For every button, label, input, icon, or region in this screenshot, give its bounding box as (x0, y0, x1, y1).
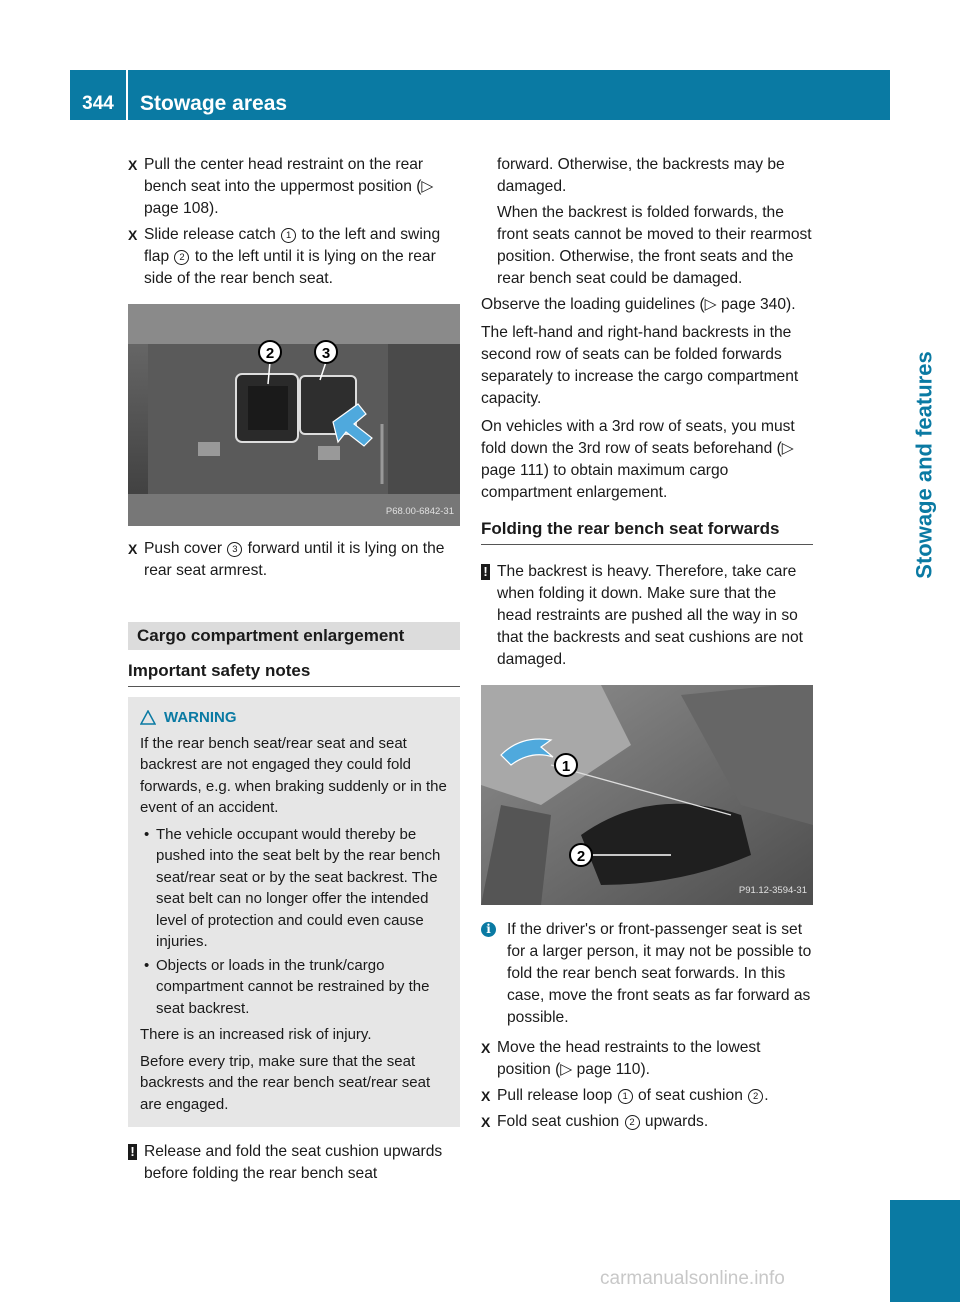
bullet-text: The vehicle occupant would thereby be pushed into the seat belt by the rear bench seat/rear seat or by the seat backrest. The seat belt can no longer offer the intended level of protection and could even cause injuries. (156, 825, 441, 950)
info-note (481, 919, 813, 1029)
notice-text: The backrest is heavy. Therefore, take care when folding it down. Make sure that the head restraints are pushed all the way in so that the backrests and seat cushions are not damaged. (497, 563, 803, 668)
step-marker: X (481, 1040, 491, 1056)
subsection-heading: Folding the rear bench seat forwards (481, 518, 813, 545)
step-text: Move the head restraints to the lowest position (▷ page 110). (497, 1039, 761, 1078)
callout-number: 2 (625, 1115, 640, 1130)
page-title: Stowage areas (140, 92, 288, 115)
warning-bullet (134, 824, 452, 953)
step-text: Fold seat cushion (497, 1113, 624, 1130)
seat-photo (481, 685, 813, 905)
trunk-flap-illustration (128, 304, 460, 526)
bullet-dot-icon: • (144, 956, 150, 974)
step-text: forward until it is lying on the rear seat armrest. (144, 540, 445, 579)
warning-title (134, 707, 452, 729)
step-item (481, 1111, 813, 1133)
callout-number: 2 (174, 250, 189, 265)
notice-exclamation-icon: ! (128, 1144, 137, 1160)
notice-exclamation-icon: ! (481, 564, 490, 580)
step-marker: X (128, 157, 138, 173)
bullet-dot-icon: • (144, 825, 150, 843)
step-item (481, 1037, 813, 1081)
header-divider (126, 70, 128, 120)
step-item (128, 154, 460, 220)
callout-number: 2 (748, 1089, 763, 1104)
figure-code: P68.00-6842-31 (385, 506, 454, 517)
warning-risk: There is an increased risk of injury. (140, 1026, 372, 1043)
step-item (128, 224, 460, 290)
step-text: Push cover (144, 540, 227, 557)
step-item (481, 1085, 813, 1107)
notice-continuation-2: When the backrest is folded forwards, the front seats cannot be moved to their rearmost position. Otherwise, the front seats and the rear bench seat could be damaged. (497, 204, 812, 287)
side-chapter-text: Stowage and features (912, 351, 938, 579)
side-tab (890, 1200, 960, 1302)
right-column (481, 154, 813, 1137)
warning-box (128, 697, 460, 1127)
step-text: Pull release loop (497, 1087, 617, 1104)
paragraph: The left-hand and right-hand backrests in the second row of seats can be folded forwards separately to increase the cargo compartment capacity. (481, 324, 799, 407)
notice-item (128, 1141, 460, 1185)
callout-number: 1 (618, 1089, 633, 1104)
callout-number: 1 (281, 228, 296, 243)
subsection-heading: Important safety notes (128, 660, 460, 687)
paragraph: Observe the loading guidelines (▷ page 340). (481, 296, 796, 313)
left-column (128, 154, 460, 1185)
step-marker: X (481, 1114, 491, 1130)
callout-label: 3 (321, 345, 331, 362)
step-text: upwards. (640, 1113, 709, 1130)
notice-continuation: forward. Otherwise, the backrests may be damaged. (497, 156, 785, 195)
watermark: carmanualsonline.info (600, 1268, 785, 1289)
step-text: to the left until it is lying on the rear side of the rear bench seat. (144, 248, 436, 287)
trunk-photo (128, 304, 460, 526)
side-chapter-label (905, 310, 945, 620)
step-text: of seat cushion (633, 1087, 748, 1104)
page-number: 344 (82, 93, 114, 114)
bullet-text: Objects or loads in the trunk/cargo compartment cannot be restrained by the seat backrest. (156, 956, 430, 1017)
step-text: to the left and swing flap (144, 226, 441, 265)
seat-cushion-illustration (481, 685, 813, 905)
info-icon: i (481, 922, 496, 937)
warning-bullet (134, 955, 452, 1020)
step-text: Pull the center head restraint on the rear bench seat into the uppermost position (▷ page 108). (144, 156, 434, 217)
notice-text: Release and fold the seat cushion upwards before folding the rear bench seat (144, 1143, 443, 1182)
warning-advice: Before every trip, make sure that the seat backrests and the rear bench seat/rear seat are engaged. (140, 1052, 431, 1113)
callout-number: 3 (227, 542, 242, 557)
warning-intro: If the rear bench seat/rear seat and seat backrest are not engaged they could fold forwards, e.g. when braking suddenly or in the event of an accident. (140, 734, 447, 816)
step-marker: X (128, 541, 138, 557)
step-text: Slide release catch (144, 226, 281, 243)
step-item (128, 538, 460, 582)
warning-label: WARNING (164, 709, 237, 726)
callout-label: 1 (561, 758, 571, 775)
step-marker: X (481, 1088, 491, 1104)
step-text: . (764, 1087, 769, 1104)
notice-item (481, 561, 813, 671)
warning-triangle-icon (140, 710, 156, 725)
callout-label: 2 (576, 848, 586, 865)
paragraph: On vehicles with a 3rd row of seats, you must fold down the 3rd row of seats beforehand (▷ page 111) to obtain maximum cargo compartment enlargement. (481, 418, 795, 501)
callout-label: 2 (265, 345, 275, 362)
section-heading: Cargo compartment enlargement (128, 622, 460, 650)
figure-code: P91.12-3594-31 (738, 885, 807, 896)
step-marker: X (128, 227, 138, 243)
info-text: If the driver's or front-passenger seat is set for a larger person, it may not be possible to fold the rear bench seat forwards. In this case, move the front seats as far forward as possible. (507, 921, 812, 1026)
